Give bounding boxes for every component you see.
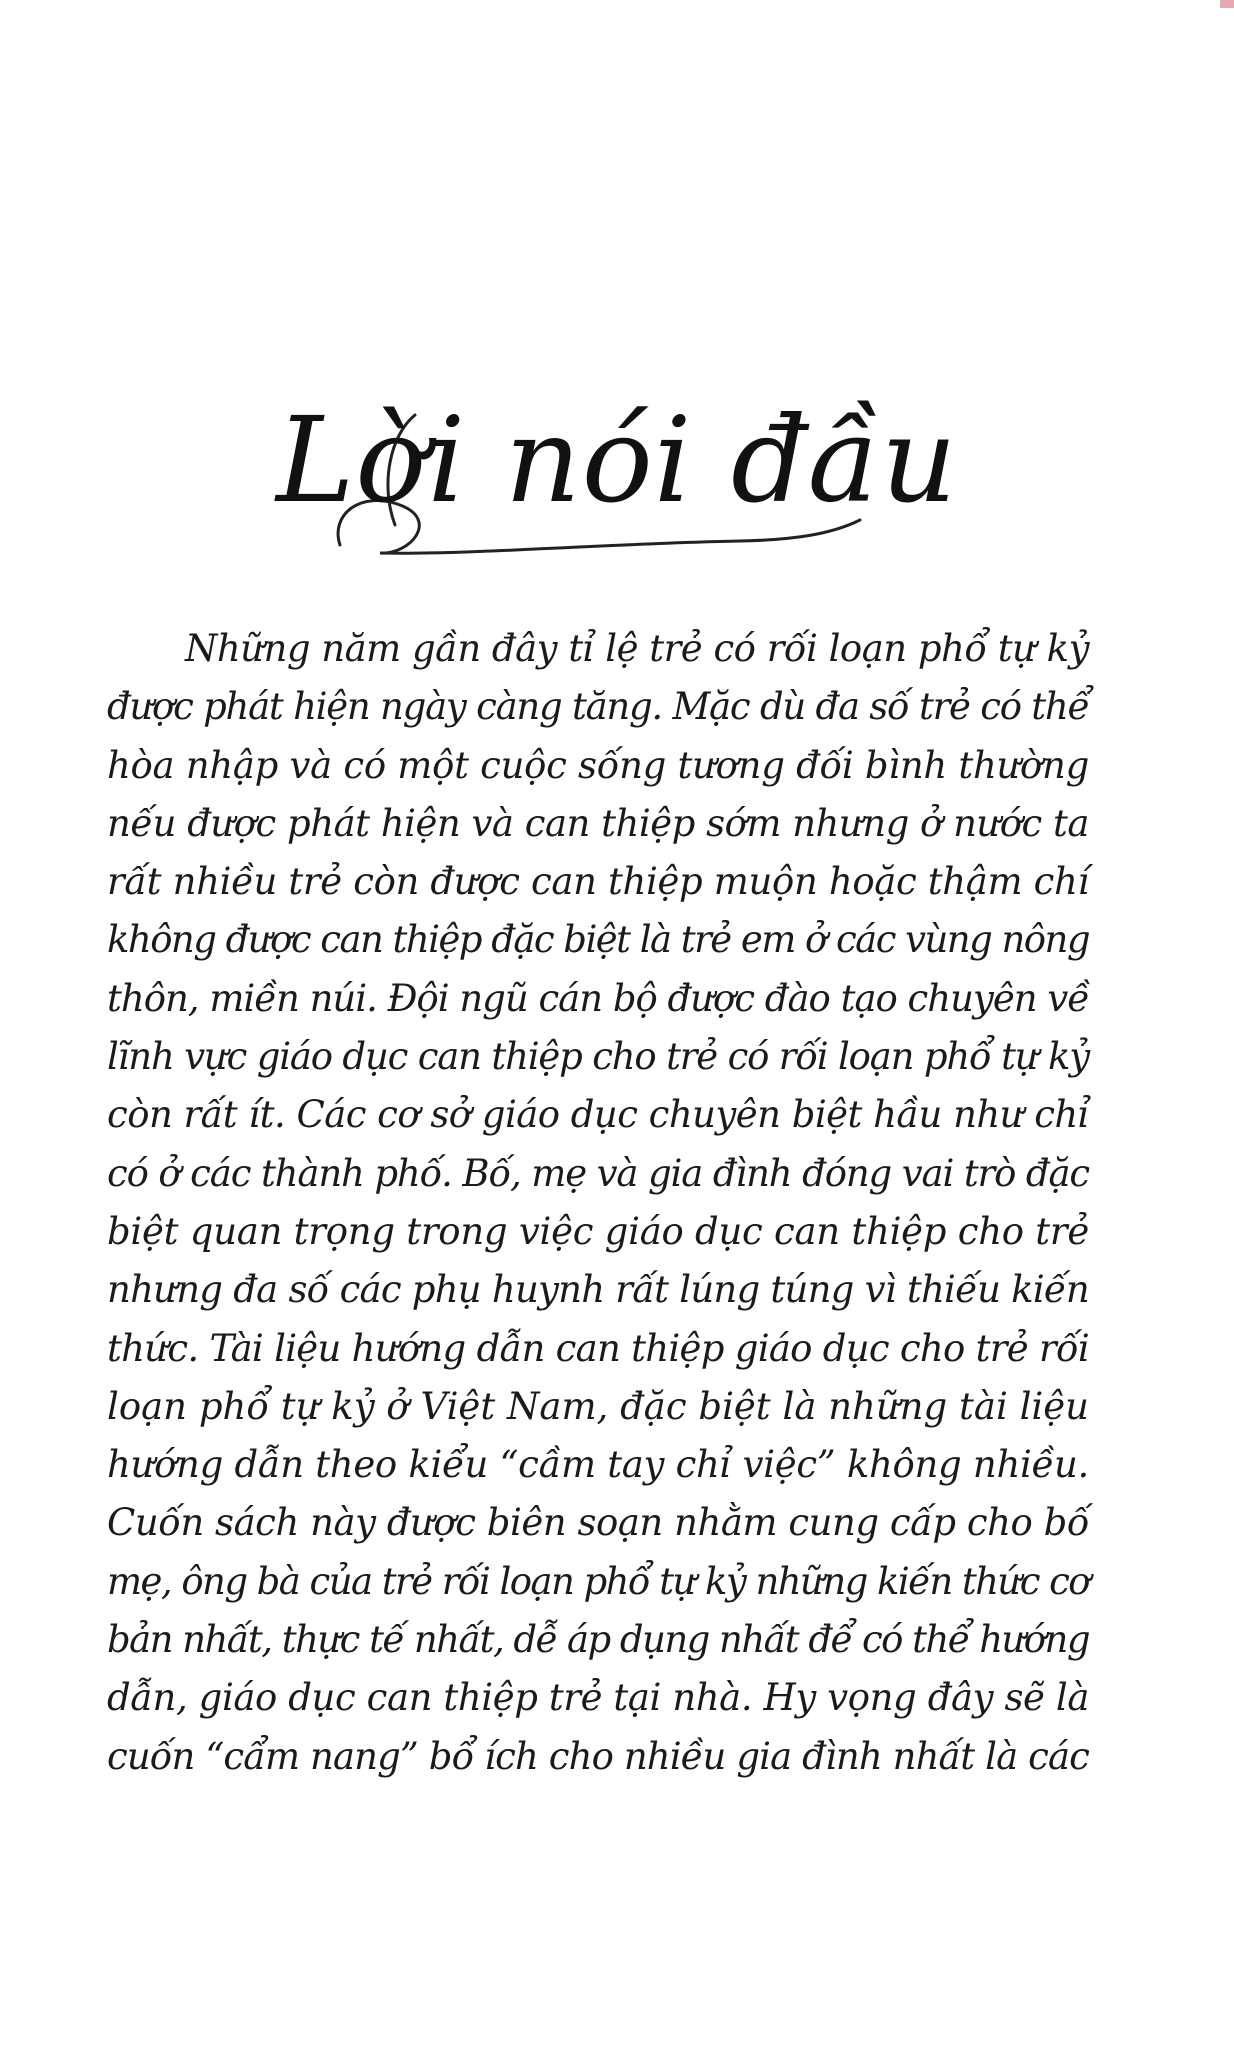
text-line: nếu được phát hiện và can thiệp sớm nhưng ở nước ta <box>107 801 1089 845</box>
text-line: Cuốn sách này được biên soạn nhằm cung cấp cho bố <box>107 1501 1089 1545</box>
text-line: hướng dẫn theo kiểu “cầm tay chỉ việc” không nhiều. <box>107 1443 1089 1487</box>
text-line: thức. Tài liệu hướng dẫn can thiệp giáo dục cho trẻ rối <box>107 1326 1089 1370</box>
text-line: nhưng đa số các phụ huynh rất lúng túng vì thiếu kiến <box>107 1268 1089 1312</box>
body-paragraph <box>107 620 1089 1786</box>
text-line: mẹ, ông bà của trẻ rối loạn phổ tự kỷ những kiến thức cơ <box>107 1559 1089 1603</box>
text-line: loạn phổ tự kỷ ở Việt Nam, đặc biệt là những tài liệu <box>107 1384 1089 1428</box>
text-line: thôn, miền núi. Đội ngũ cán bộ được đào tạo chuyên về <box>107 976 1089 1020</box>
text-line: được phát hiện ngày càng tăng. Mặc dù đa số trẻ có thể <box>107 685 1089 729</box>
page-edge-mark <box>1220 0 1234 8</box>
text-line: biệt quan trọng trong việc giáo dục can thiệp cho trẻ <box>107 1209 1089 1253</box>
text-line: không được can thiệp đặc biệt là trẻ em ở các vùng nông <box>107 918 1089 962</box>
text-line: dẫn, giáo dục can thiệp trẻ tại nhà. Hy vọng đây sẽ là <box>107 1676 1089 1720</box>
text-line: rất nhiều trẻ còn được can thiệp muộn hoặc thậm chí <box>107 860 1090 904</box>
text-line: bản nhất, thực tế nhất, dễ áp dụng nhất để có thể hướng <box>107 1618 1089 1662</box>
text-line: cuốn “cẩm nang” bổ ích cho nhiều gia đình nhất là các <box>107 1734 1089 1778</box>
page-title: Lời nói đầu <box>276 391 958 529</box>
text-line: lĩnh vực giáo dục can thiệp cho trẻ có rối loạn phổ tự kỷ <box>107 1035 1089 1079</box>
text-line: hòa nhập và có một cuộc sống tương đối bình thường <box>107 743 1089 787</box>
text-line: còn rất ít. Các cơ sở giáo dục chuyên biệt hầu như chỉ <box>107 1093 1089 1137</box>
text-line: Những năm gần đây tỉ lệ trẻ có rối loạn phổ tự kỷ <box>185 627 1089 670</box>
text-line: có ở các thành phố. Bố, mẹ và gia đình đóng vai trò đặc <box>107 1151 1089 1195</box>
